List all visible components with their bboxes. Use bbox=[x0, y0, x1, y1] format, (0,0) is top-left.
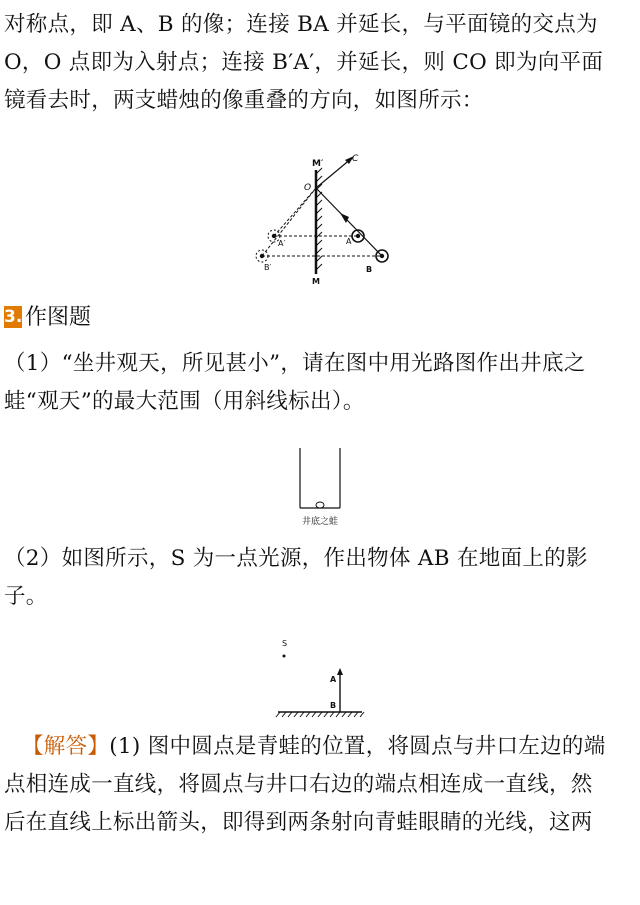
label-b: B bbox=[366, 265, 373, 274]
section-number-badge: 3. bbox=[4, 307, 23, 327]
text-line: 对称点，即 A、B 的像；连接 BA 并延长，与平面镜的交点为 bbox=[4, 12, 598, 37]
question-1 bbox=[4, 345, 636, 421]
label-a: A bbox=[330, 675, 337, 684]
light-source-point bbox=[283, 655, 286, 658]
label-m-bottom: M bbox=[312, 277, 320, 286]
text-line: 蛙“观天”的最大范围（用斜线标出）。 bbox=[4, 389, 365, 414]
mirror-diagram bbox=[248, 152, 398, 292]
text-line: 后在直线上标出箭头，即得到两条射向青蛙眼睛的光线，这两 bbox=[4, 810, 593, 835]
shadow-diagram bbox=[270, 632, 370, 722]
label-a-image: A′ bbox=[278, 239, 286, 248]
answer-first-line bbox=[4, 728, 636, 766]
label-b: B bbox=[330, 701, 337, 710]
text-line: （1）“坐井观天，所见甚小”，请在图中用光路图作出井底之 bbox=[4, 351, 586, 376]
text-line: 子。 bbox=[4, 584, 48, 609]
section-heading bbox=[4, 302, 91, 334]
section-title: 作图题 bbox=[25, 305, 92, 330]
answer-label: 【解答】 bbox=[22, 734, 110, 759]
text-line: （2）如图所示，S 为一点光源，作出物体 AB 在地面上的影 bbox=[4, 546, 588, 571]
label-c: C bbox=[352, 154, 359, 164]
dashed-line-b-to-o bbox=[262, 188, 316, 256]
well-caption: 井底之蛙 bbox=[301, 517, 339, 527]
frog-marker bbox=[316, 502, 324, 508]
text-line: 镜看去时，两支蜡烛的像重叠的方向，如图所示： bbox=[4, 88, 484, 113]
question-2 bbox=[4, 540, 636, 616]
text-line: 点相连成一直线，将圆点与井口右边的端点相连成一直线，然 bbox=[4, 772, 593, 797]
intro-paragraph bbox=[4, 6, 636, 120]
label-s: S bbox=[282, 639, 288, 648]
text-line: (1) 图中圆点是青蛙的位置，将圆点与井口左边的端 bbox=[109, 734, 606, 759]
label-o: O bbox=[304, 183, 312, 193]
answer-paragraph bbox=[4, 728, 636, 842]
label-a: A bbox=[346, 237, 352, 246]
ray-arrowhead-incident bbox=[340, 213, 349, 223]
object-arrowhead bbox=[337, 668, 343, 675]
text-line: O，O 点即为入射点；连接 B′A′，并延长，则 CO 即为向平面 bbox=[4, 50, 604, 75]
label-m-top: M′ bbox=[312, 159, 324, 169]
well-diagram bbox=[292, 446, 352, 530]
label-b-image: B′ bbox=[264, 263, 272, 272]
